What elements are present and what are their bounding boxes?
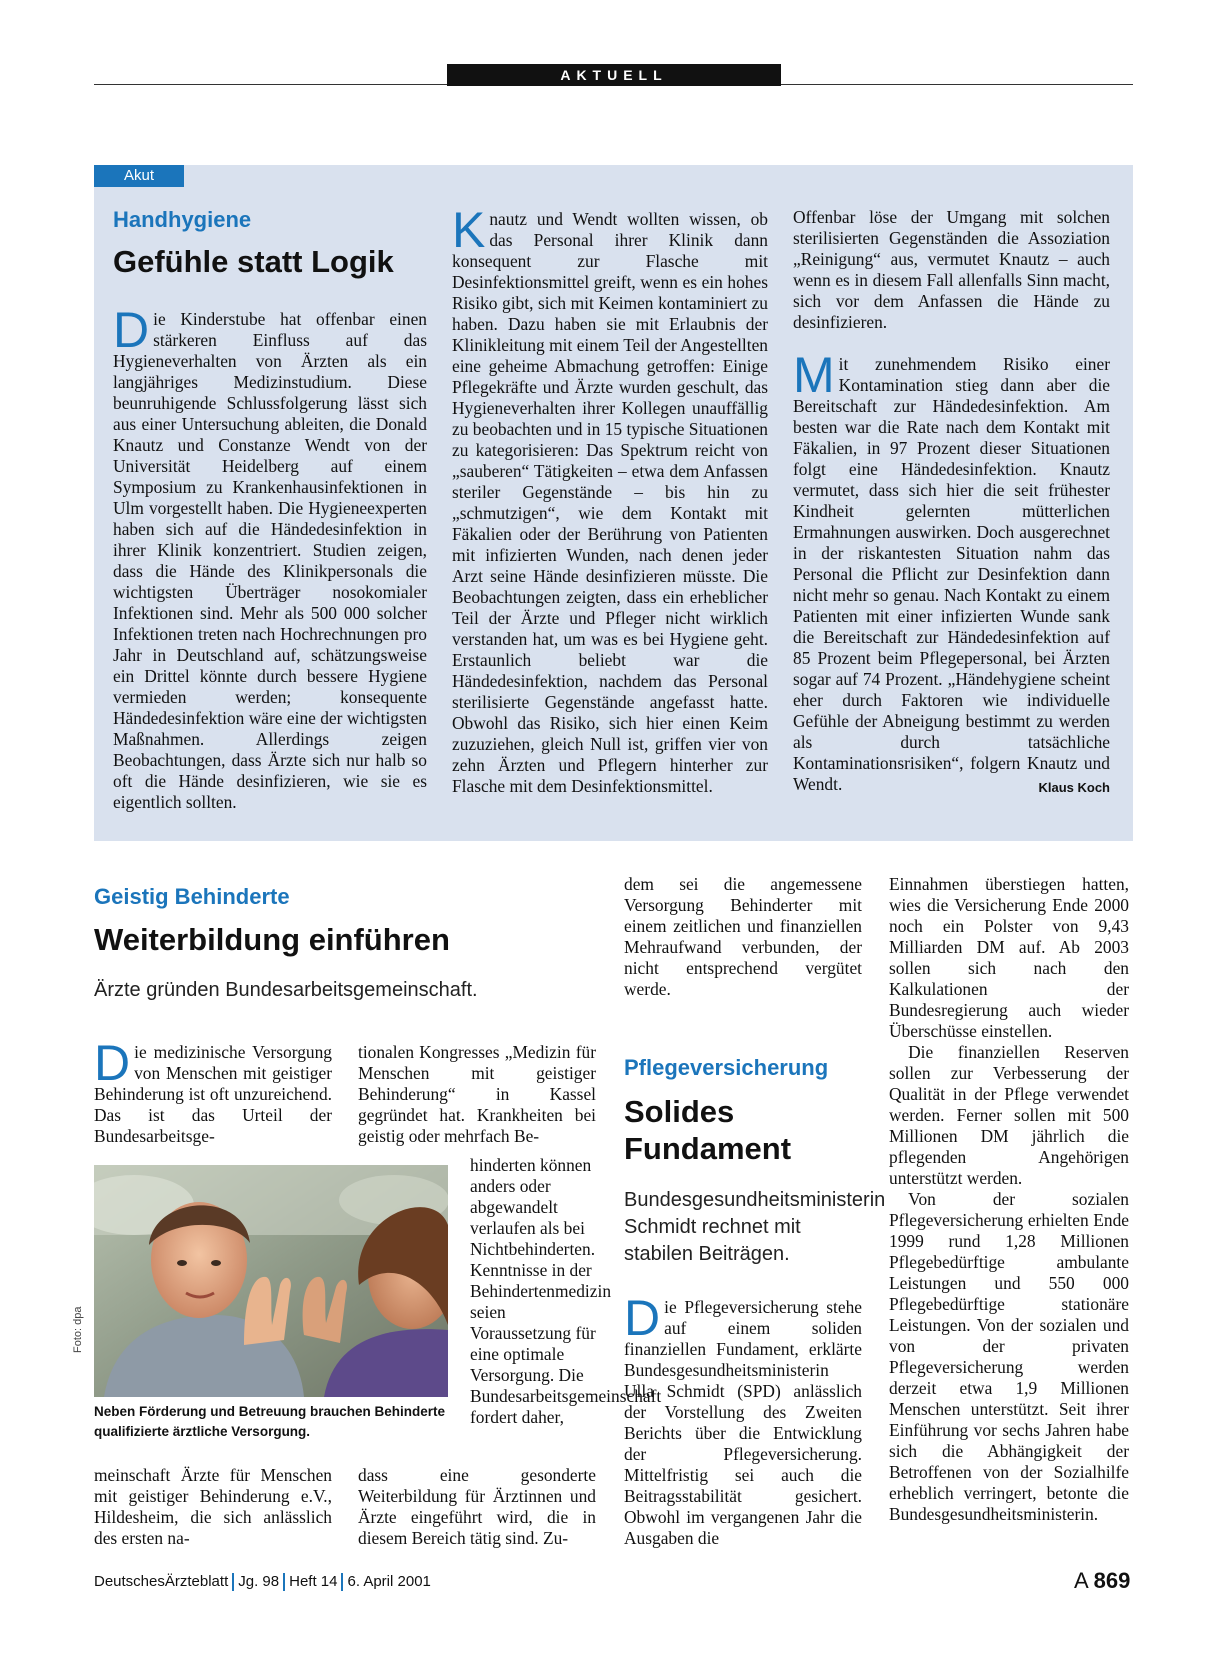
box-column-3 (793, 207, 1110, 798)
footer-info (94, 1573, 431, 1591)
box-col1-text: ie Kinderstube hat offenbar einen stärkeren Einfluss auf das Hygieneverhalten von Ärzten als ein langjähriges Medizinstudium. Diese beunruhigende Schlussfolgerung lässt sich aus einer Untersuchung ableiten, die Donald Knautz und Constanze Wendt von der Universität Heidelberg auf einem Symposium zu Krankenhausinfektionen in Ulm vorgestellt haben. Die Hygieneexperten haben sich auf die Händedesinfektion in ihrer Klinik konzentriert. Studien zeigen, dass die Hände des Klinikpersonals die wichtigsten Überträger nosokomialer Infektionen sind. Mehr als 500 000 solcher Infektionen treten nach Hochrechnungen pro Jahr in Deutschland auf, schätzungsweise ein Drittel könnte durch bessere Hygiene vermieden werden; konsequente Händedesinfektion wäre eine der wichtigsten Maßnahmen. Allerdings zeigen Beobachtungen, dass Ärzte sich nur halb so oft die Hände desinfizieren, wie sie es eigentlich sollten. (113, 309, 427, 812)
footer-separator (283, 1573, 285, 1591)
page-number (1074, 1568, 1130, 1594)
dropcap: M (793, 347, 835, 403)
photo-credit: Foto: dpa (72, 1306, 84, 1353)
footer-separator (341, 1573, 343, 1591)
article2-col-a-bottom: meinschaft Ärzte für Menschen mit geistiger Behinderung e.V., Hildesheim, die sich anlässlich des ersten na- (94, 1465, 332, 1548)
box-col2-text: nautz und Wendt wollten wissen, ob das Personal ihrer Klinik dann konsequent zur Flasche mit Desinfektionsmittel greift, wenn es ein hohes Risiko gibt, sich mit Keimen kontaminiert zu haben. Dazu haben sie mit Erlaubnis der Klinikleitung mit einem Teil der Angestellten eine geheime Abmachung getroffen: Einige Pflegekräfte und Ärzte wurden geschult, das Hygieneverhalten ihrer Kollegen unauffällig zu beobachten und in 15 typische Situationen zu kategorisieren: Das Spektrum reicht von „sauberen“ Tätigkeiten – etwa dem Anfassen steriler Gegenstände – bis hin zu „schmutzigen“, wie dem Kontakt mit Fäkalien oder der Berührung von Patienten mit infizierten Wunden, nach denen jeder Arzt seine Hände desinfizieren müsste. Die Beobachtungen zeigten, dass ein erheblicher Teil der Ärzte und Pfleger nicht wirklich verstanden hat, um was es bei Hygiene geht. Erstaunlich beliebt war die Händedesinfektion, nachdem das Personal sterilisierte Gegenstände angefasst hatte. Obwohl das Risiko, sich hier einen Keim zuzuziehen, gleich Null ist, griffen vier von zehn Ärzten und Pflegern hinterher zur Flasche mit dem Desinfektionsmittel. (452, 209, 768, 796)
box-column-2 (452, 202, 768, 797)
issue: Heft 14 (289, 1573, 338, 1590)
article2-subline: Ärzte gründen Bundesarbeitsgemeinschaft. (94, 979, 478, 1001)
article3-headline-line-1: Solides (624, 1094, 735, 1129)
dropcap: K (452, 202, 486, 258)
article3-col-c-text: ie Pflegeversicherung stehe auf einem soliden finanziellen Fundament, erklärte Bundesgesundheitsministerin Ulla Schmidt (SPD) anlässlich der Vorstellung des Zweiten Berichts über die Entwicklung der Pflegeversicherung. Mittelfristig sei auch die Beitragsstabilität gesichert. Obwohl im vergangenen Jahr die Ausgaben die (624, 1297, 862, 1548)
dropcap: D (624, 1290, 661, 1346)
article2-headline: Weiterbildung einführen (94, 922, 450, 957)
box-col3-para-1: Offenbar löse der Umgang mit solchen sterilisierten Gegenständen die Assoziation „Reinigung“ aus, vermutet Knautz – auch wenn es in diesem Fall allenfalls Sinn macht, sich vor dem Anfassen die Hände zu desinfizieren. (793, 207, 1110, 332)
page-number-value: 869 (1093, 1568, 1131, 1593)
dropcap: D (113, 302, 150, 358)
box-col3-text: it zunehmendem Risiko einer Kontamination stieg dann aber die Bereitschaft zur Händedesinfektion. Am besten war die Rate nach dem Kontakt mit Fäkalien, in 97 Prozent dieser Situationen folgt eine Händedesinfektion. Knautz vermutet, dass sich hier die seit frühester Kindheit gelernten mütterlichen Ermahnungen auswirken. Doch ausgerechnet in der riskantesten Situation nahm das Personal die Pflicht zur Desinfektion dann nicht mehr so genau. Nach Kontakt zu einem Patienten mit einer infizierten Wunde sank die Bereitschaft zur Händedesinfektion auf 85 Prozent beim Pflegepersonal, bei Ärzten sogar auf 74 Prozent. „Händehygiene scheint eher durch Faktoren wie individuelle Gefühle der Abneigung bestimmt zu werden als durch tatsächliche Kontaminationsrisiken“, folgern Knautz und Wendt. (793, 354, 1110, 794)
article2-col-b-side: hinderten können anders oder abgewandelt verlaufen als bei Nichtbehinderten. Kenntnisse in der Behindertenmedizin seien Voraussetzung für eine optimale Versorgung. Die Bundesarbeitsgemeinschaft fordert daher, (470, 1155, 662, 1427)
article3-col-d (889, 874, 1129, 1525)
article2-col-a-text: ie medizinische Versorgung von Menschen mit geistiger Behinderung ist oft unzureichend. Das ist das Urteil der Bundesarbeitsge- (94, 1042, 332, 1146)
issue-date: 6. April 2001 (347, 1573, 431, 1590)
article2-kicker: Geistig Behinderte (94, 884, 290, 909)
article3-para-3: Von der sozialen Pflegeversicherung erhielten Ende 1999 rund 1,28 Millionen Pflegebedürftige ambulante Leistungen und 550 000 Pflegebedürftige stationäre Leistungen. Von der sozialen und von der privaten Pflegeversicherung werden derzeit etwa 1,9 Millionen Menschen unterstützt. Seit ihrer Einführung vor sechs Jahren habe sich die Abhängigkeit der Betroffenen von der Sozialhilfe erheblich verringert, betonte die Bundesgesundheitsministerin. (889, 1189, 1129, 1524)
article2-col-a-top (94, 1035, 332, 1147)
article3-col-c (624, 1290, 862, 1549)
article3-kicker: Pflegeversicherung (624, 1055, 829, 1080)
photo-caption: Neben Förderung und Betreuung brauchen Behinderte qualifizierte ärztliche Versorgung. (94, 1404, 446, 1439)
article2-col-c: dem sei die angemessene Versorgung Behinderter mit einem zeitlichen und finanziellen Mehraufwand verbunden, der nicht entsprechend vergütet werde. (624, 874, 862, 999)
volume: Jg. 98 (238, 1573, 280, 1590)
article2-col-b-top: tionalen Kongresses „Medizin für Menschen mit geistiger Behinderung“ in Kassel gegründet hat. Krankheiten bei geistig oder mehrfach Be- (358, 1042, 596, 1146)
dropcap: D (94, 1035, 131, 1091)
page-prefix: A (1074, 1568, 1088, 1593)
akut-tag: Akut (94, 165, 184, 187)
section-header: AKTUELL (447, 64, 781, 86)
journal-name: DeutschesÄrzteblatt (94, 1573, 229, 1590)
article2-col-b-bottom: dass eine gesonderte Weiterbildung für Ärztinnen und Ärzte eingeführt wird, die in diesem Bereich tätig sind. Zu- (358, 1465, 596, 1548)
article3-headline-line-2: Fundament (624, 1131, 792, 1166)
photo-illustration (94, 1165, 448, 1397)
article3-subline: Bundesgesundheitsministerin Schmidt rechnet mit stabilen Beiträgen. (624, 1189, 886, 1265)
box-col3-para-2 (793, 347, 1110, 795)
byline: Klaus Koch (1038, 780, 1110, 795)
footer-separator (232, 1573, 234, 1591)
box-headline: Gefühle statt Logik (113, 244, 394, 279)
article3-para-2: Die finanziellen Reserven sollen zur Verbesserung der Qualität in der Pflege verwendet werden. Ferner sollen mit 500 Millionen DM jährlich die pflegenden Angehörigen unterstützt werden. (889, 1042, 1129, 1188)
article3-para-1: Einnahmen überstiegen hatten, wies die Versicherung Ende 2000 noch ein Polster von 9,43 Milliarden DM auf. Ab 2003 sollen sich nach den Kalkulationen der Bundesregierung auch wieder Überschüsse einstellen. (889, 874, 1129, 1041)
photo (94, 1165, 448, 1397)
box-column-1 (113, 302, 427, 813)
box-kicker: Handhygiene (113, 207, 252, 232)
